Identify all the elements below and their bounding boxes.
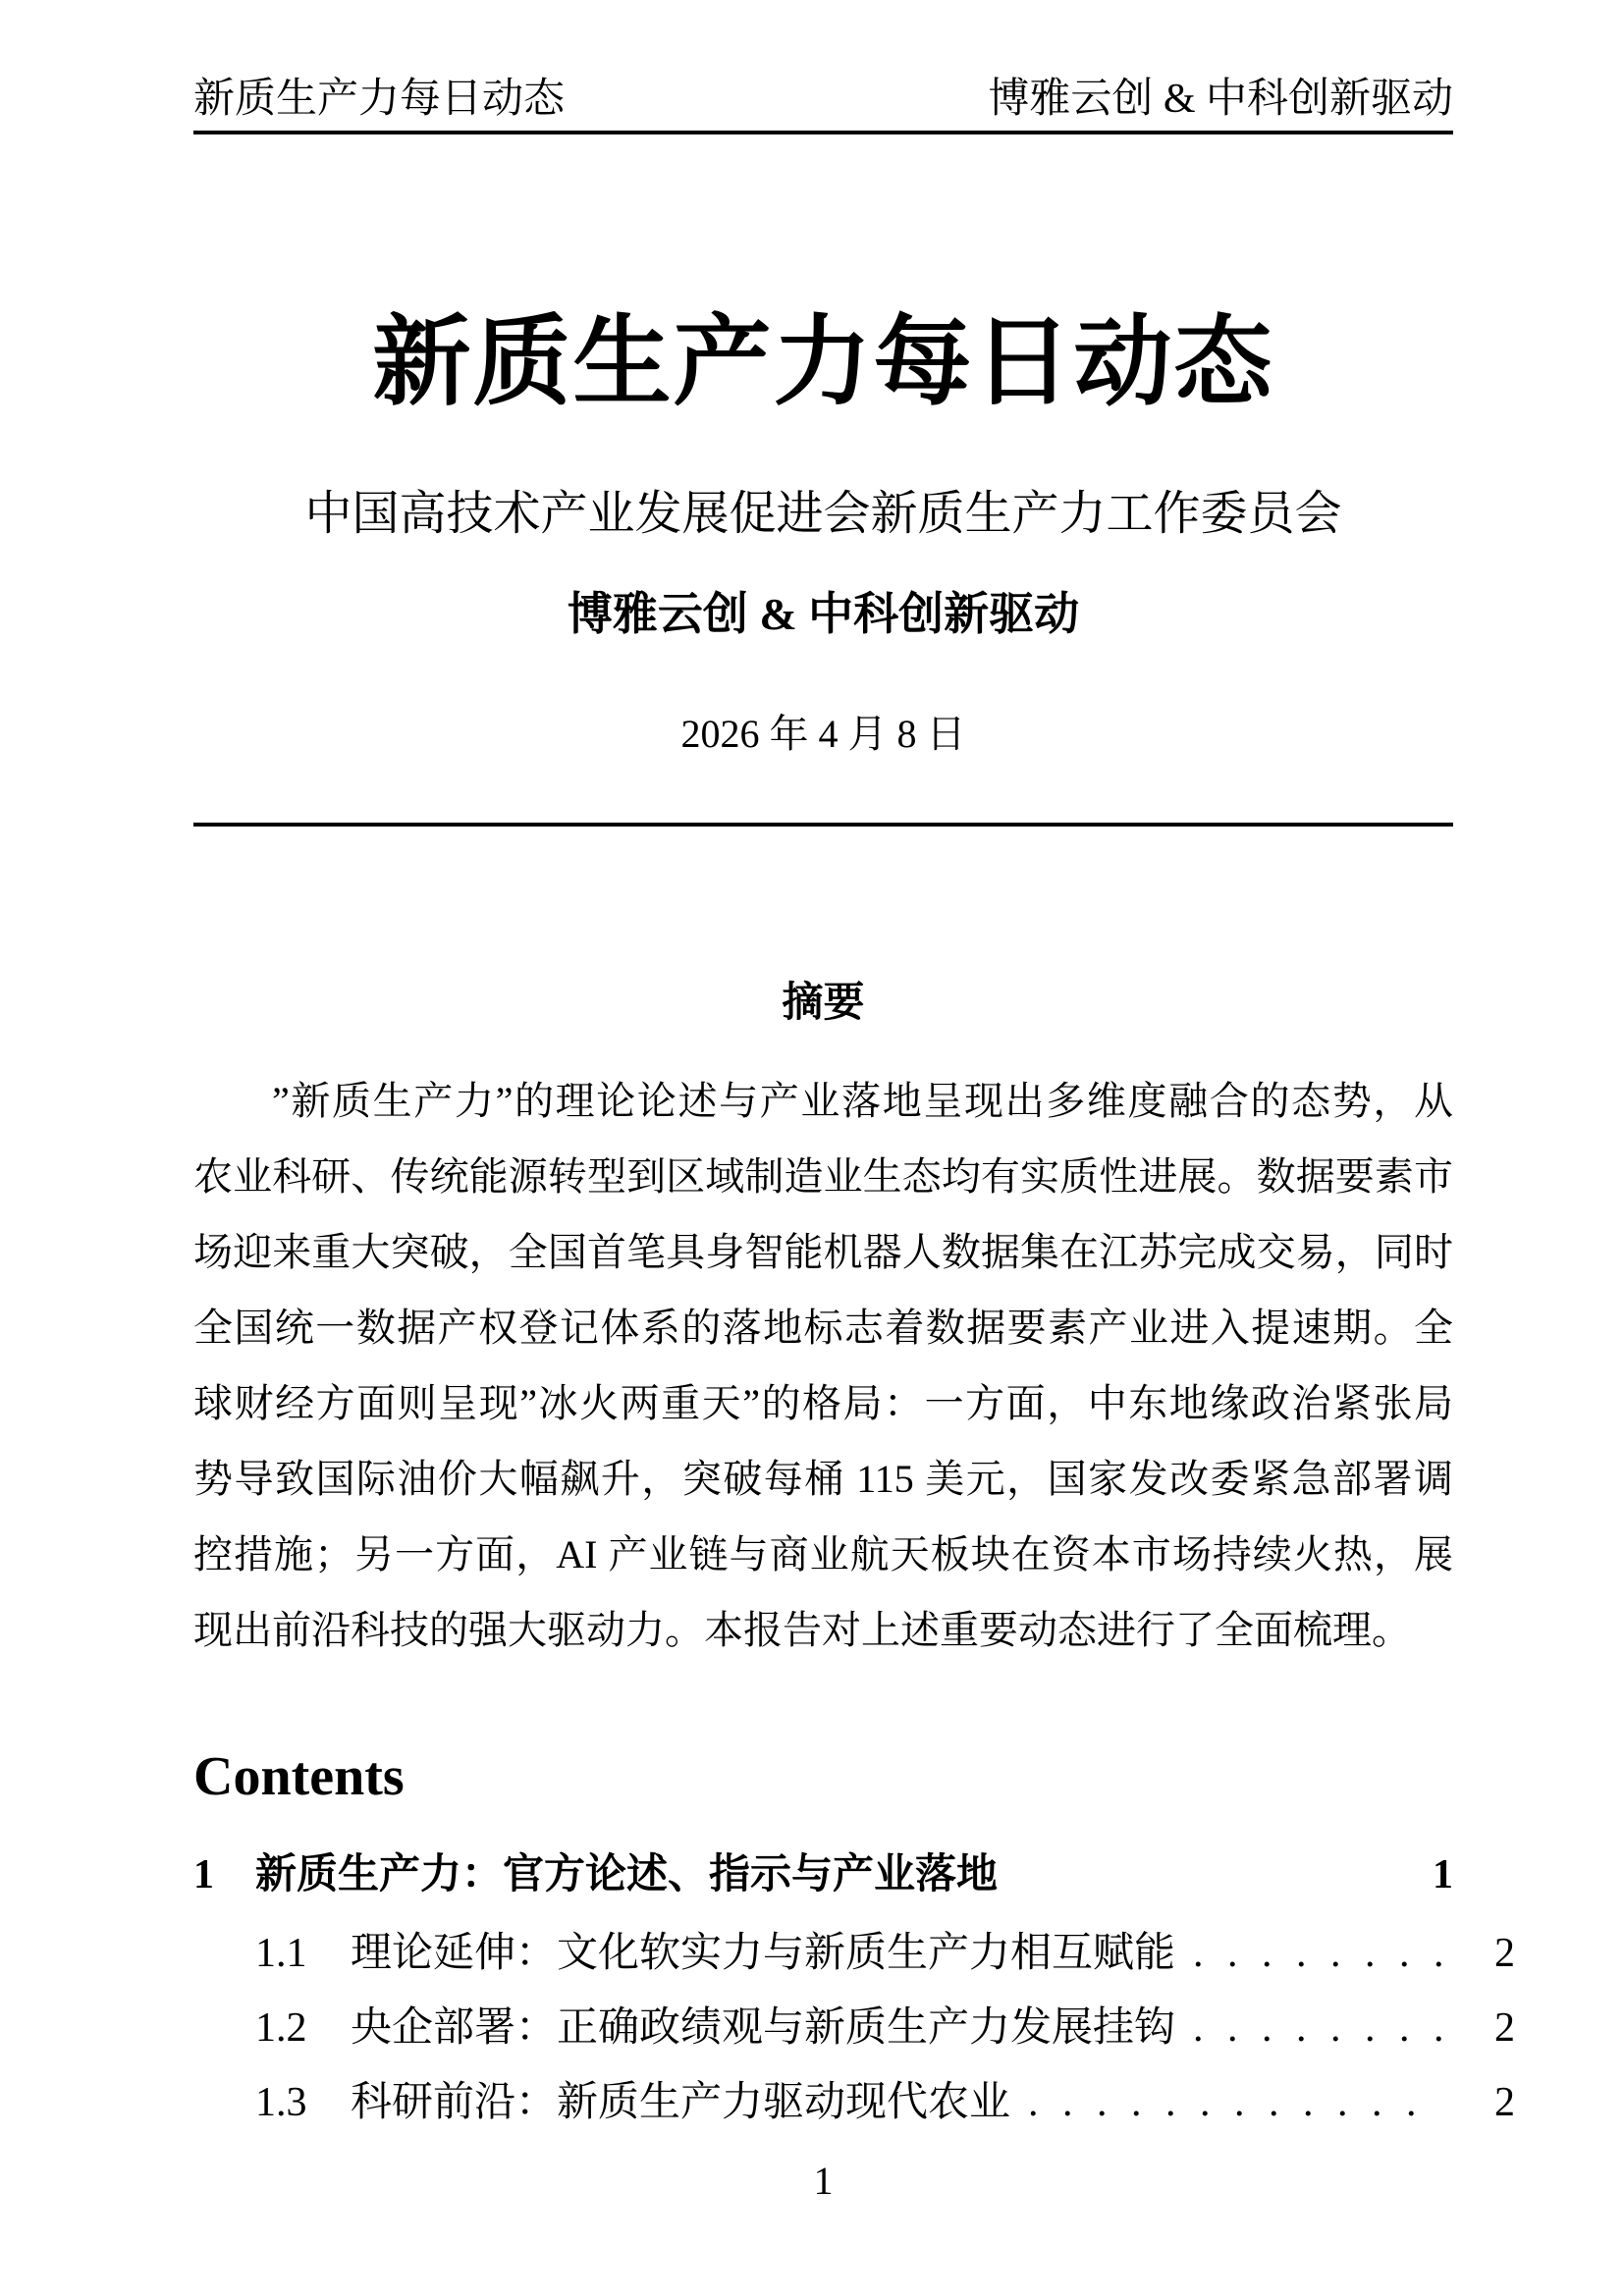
header-rule xyxy=(193,131,1453,134)
toc-entry-number: 1.2 xyxy=(255,2005,307,2051)
document-title: 新质生产力每日动态 xyxy=(372,308,1274,417)
toc-entry-1-1[interactable] xyxy=(193,1929,1515,1978)
toc-entry-page: 2 xyxy=(1494,1931,1515,1976)
toc-entry-number: 1 xyxy=(193,1852,214,1897)
title-block-rule xyxy=(193,823,1453,827)
document-date: 2026 年 4 月 8 日 xyxy=(680,712,966,756)
toc-leader-dots: . . . . . . . . xyxy=(1193,2005,1451,2051)
toc-entry-title: 新质生产力：官方论述、指示与产业落地 xyxy=(255,1852,999,1897)
toc-entry-page: 2 xyxy=(1494,2080,1515,2125)
abstract-line: ”新质生产力”的理论论述与产业落地呈现出多维度融合的态势，从 xyxy=(272,1079,1453,1123)
toc-entry-page: 1 xyxy=(1433,1852,1453,1897)
abstract-line: 势导致国际油价大幅飙升，突破每桶 115 美元，国家发改委紧急部署调 xyxy=(193,1457,1453,1501)
header-right-title: 博雅云创 & 中科创新驱动 xyxy=(988,77,1453,122)
header-left-title: 新质生产力每日动态 xyxy=(193,77,566,122)
toc-leader-dots: . . . . . . . . . . . . xyxy=(1028,2080,1424,2125)
abstract-body xyxy=(193,1063,1453,1668)
toc-entry-title: 央企部署：正确政绩观与新质生产力发展挂钩 xyxy=(351,2005,1176,2051)
toc-entry-1-3[interactable] xyxy=(193,2078,1515,2127)
toc-entry-number: 1.1 xyxy=(255,1931,307,1976)
toc-heading: Contents xyxy=(193,1746,405,1807)
toc-entry-1-2[interactable] xyxy=(193,2003,1515,2053)
toc-entry-number: 1.3 xyxy=(255,2080,307,2125)
toc-leader-dots: . . . . . . . . xyxy=(1193,1931,1451,1976)
document-subtitle: 中国高技术产业发展促进会新质生产力工作委员会 xyxy=(304,488,1342,540)
page-header xyxy=(193,77,1453,122)
abstract-line: 全国统一数据产权登记体系的落地标志着数据要素产业进入提速期。全 xyxy=(193,1306,1453,1350)
abstract-heading: 摘要 xyxy=(782,981,865,1026)
toc-entry-section-1[interactable] xyxy=(193,1850,1453,1899)
abstract-line: 控措施；另一方面，AI 产业链与商业航天板块在资本市场持续火热，展 xyxy=(193,1532,1453,1576)
page-number: 1 xyxy=(813,2159,834,2203)
toc-entry-title: 科研前沿：新质生产力驱动现代农业 xyxy=(351,2080,1011,2125)
abstract-line: 现出前沿科技的强大驱动力。本报告对上述重要动态进行了全面梳理。 xyxy=(193,1608,1411,1652)
toc-entry-page: 2 xyxy=(1494,2005,1515,2051)
abstract-line: 场迎来重大突破，全国首笔具身智能机器人数据集在江苏完成交易，同时 xyxy=(193,1230,1453,1274)
document-authors: 博雅云创 & 中科创新驱动 xyxy=(567,589,1080,639)
abstract-line: 农业科研、传统能源转型到区域制造业生态均有实质性进展。数据要素市 xyxy=(193,1154,1453,1199)
toc-entry-title: 理论延伸：文化软实力与新质生产力相互赋能 xyxy=(351,1931,1176,1976)
abstract-line: 球财经方面则呈现”冰火两重天”的格局：一方面，中东地缘政治紧张局 xyxy=(193,1381,1453,1425)
